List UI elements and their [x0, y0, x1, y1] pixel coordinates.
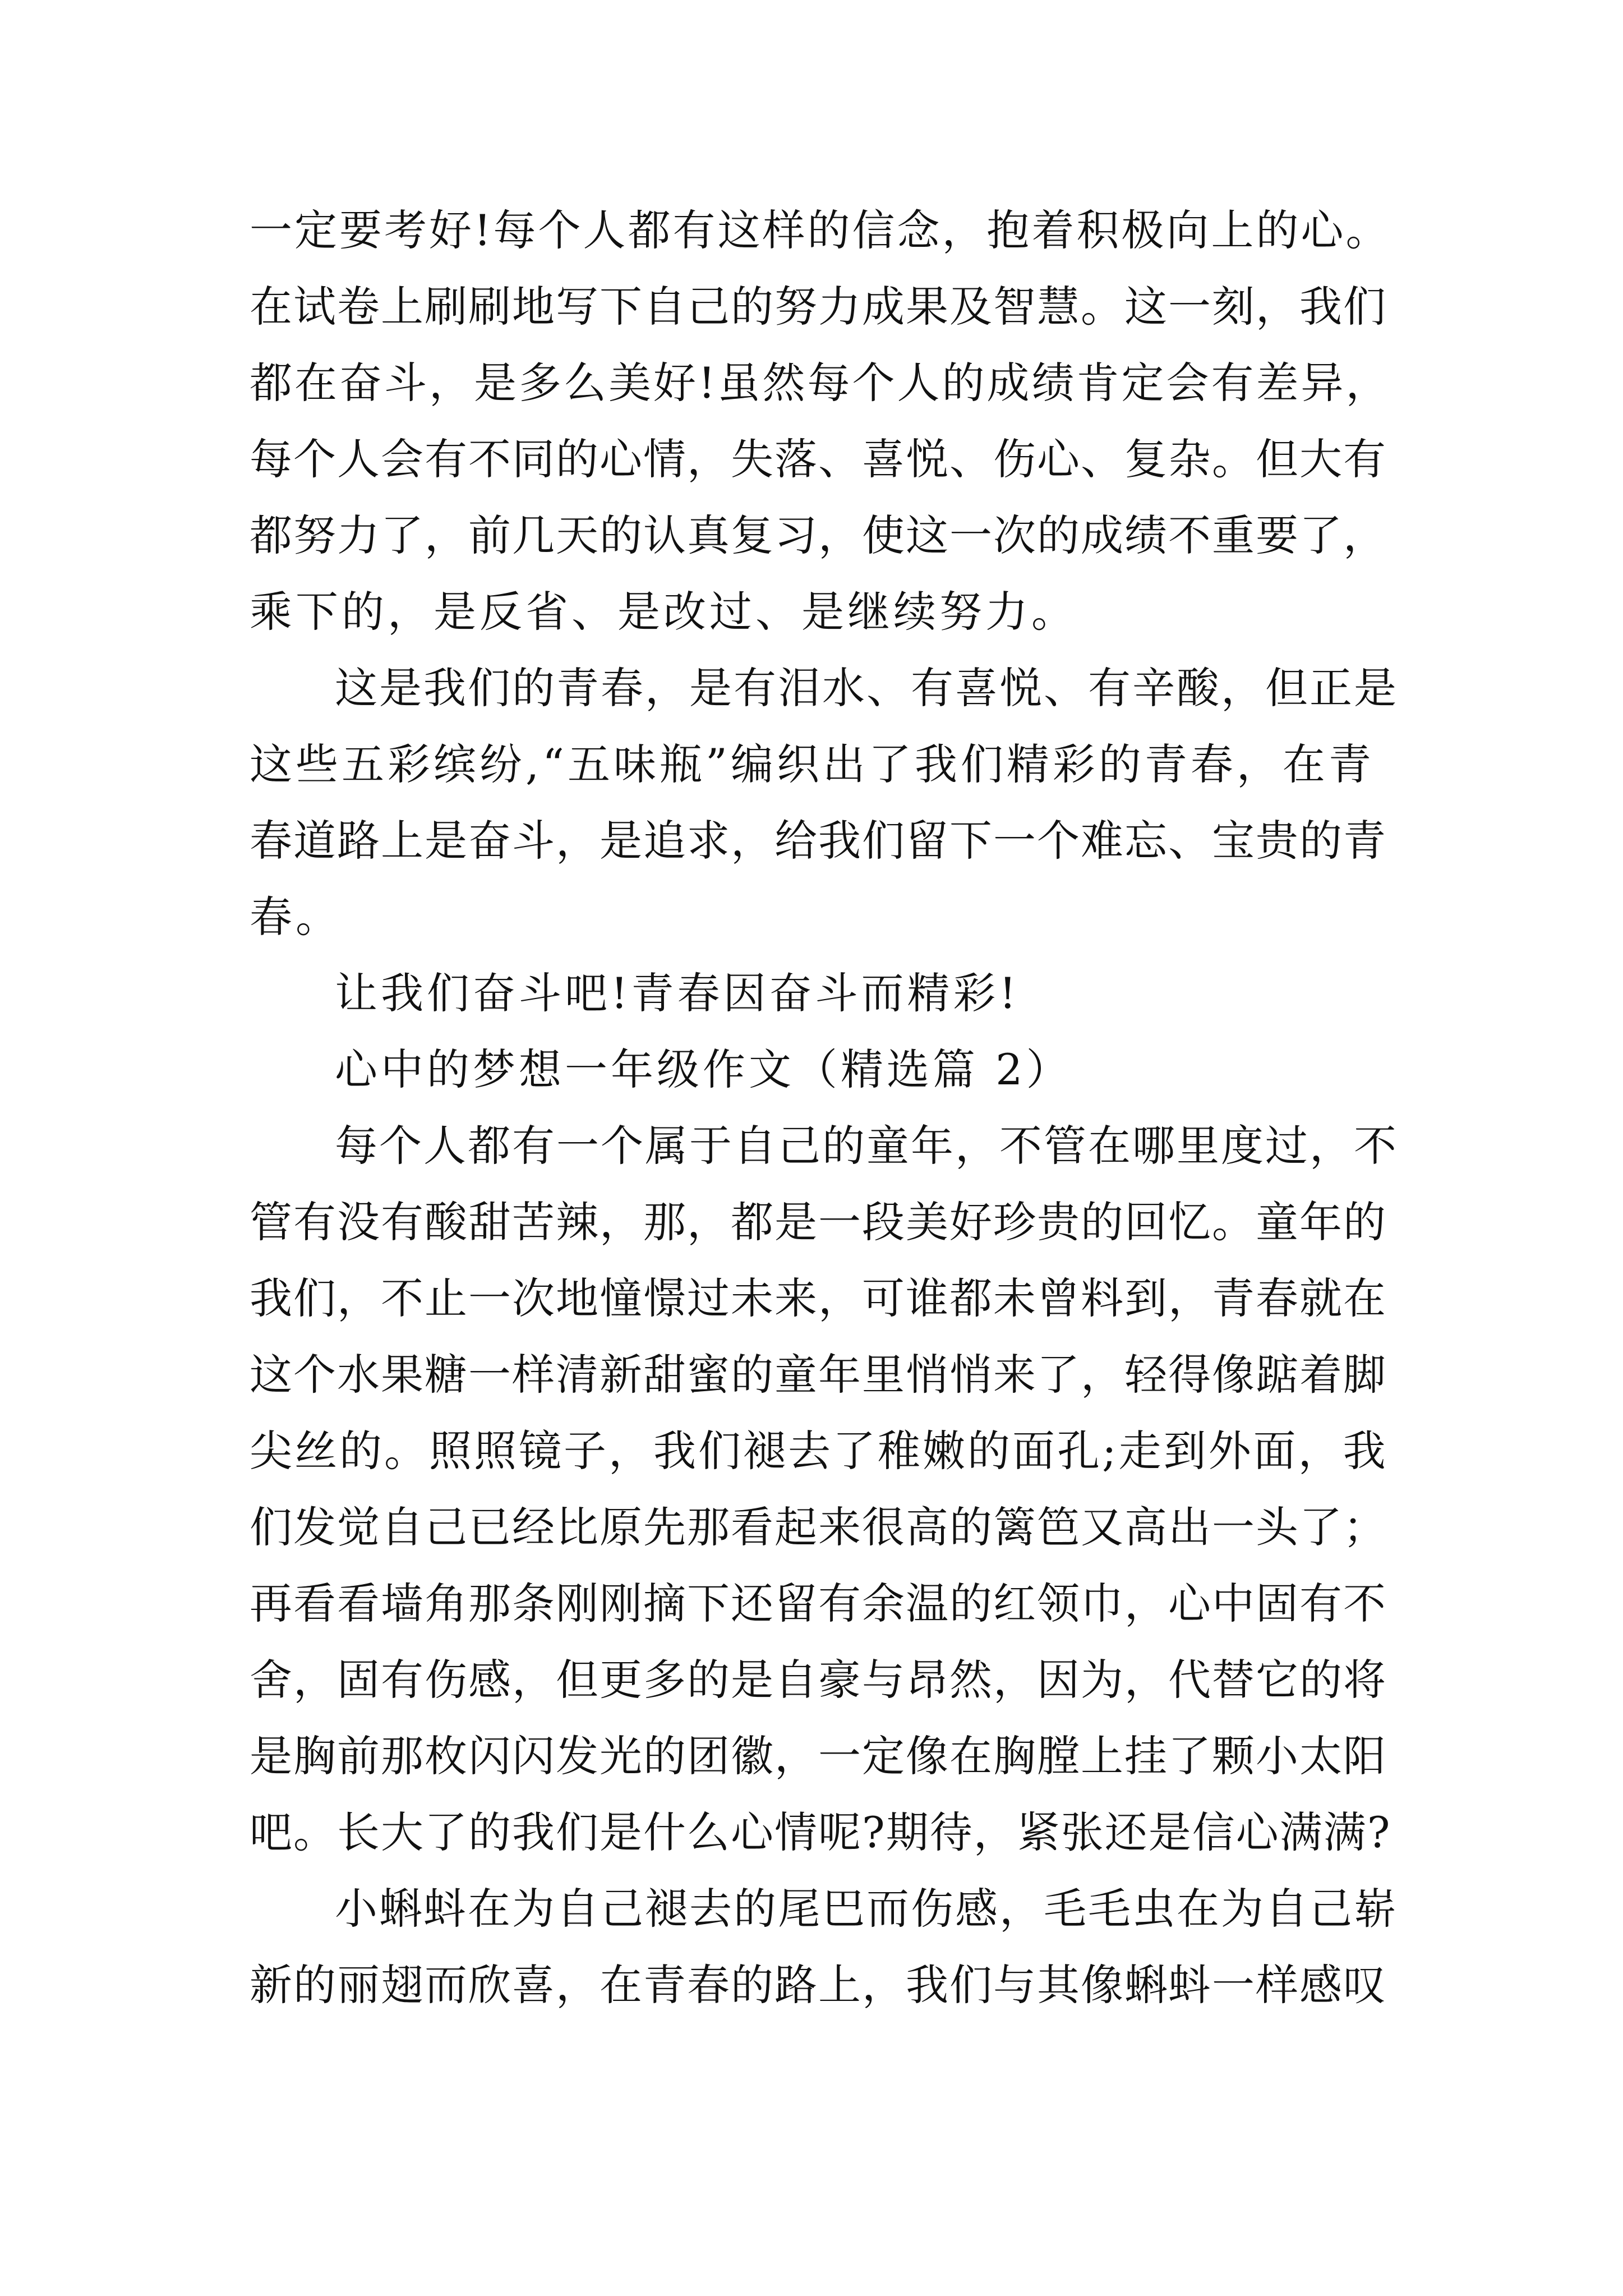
- text-line: 新的丽翅而欣喜，在青春的路上，我们与其像蝌蚪一样感叹: [250, 1960, 1387, 2010]
- text-line: 乘下的，是反省、是改过、是继续努力。: [250, 587, 1077, 637]
- text-line: 春。: [250, 892, 342, 942]
- text-line: 这个水果糖一样清新甜蜜的童年里悄悄来了，轻得像踮着脚: [250, 1350, 1387, 1400]
- paragraph-first-line: 这是我们的青春，是有泪水、有喜悦、有辛酸，但正是: [335, 663, 1398, 713]
- text-line: 舍，固有伤感，但更多的是自豪与昂然，因为，代替它的将: [250, 1655, 1387, 1705]
- paragraph-first-line: 让我们奋斗吧!青春因奋斗而精彩!: [335, 968, 1020, 1018]
- text-line: 春道路上是奋斗，是追求，给我们留下一个难忘、宝贵的青: [250, 816, 1387, 866]
- text-line: 都努力了，前几天的认真复习，使这一次的成绩不重要了，: [250, 510, 1387, 560]
- text-line: 这些五彩缤纷,“五味瓶”编织出了我们精彩的青春，在青: [250, 739, 1375, 789]
- text-line: 吧。长大了的我们是什么心情呢?期待，紧张还是信心满满?: [250, 1807, 1391, 1857]
- text-line: 们发觉自己已经比原先那看起来很高的篱笆又高出一头了；: [250, 1502, 1387, 1552]
- document-body: [250, 192, 1399, 2023]
- text-line: 管有没有酸甜苦辣，那，都是一段美好珍贵的回忆。童年的: [250, 1197, 1387, 1247]
- text-line: 我们，不止一次地憧憬过未来，可谁都未曾料到，青春就在: [250, 1273, 1387, 1323]
- paragraph-first-line: 每个人都有一个属于自己的童年，不管在哪里度过，不: [335, 1121, 1398, 1171]
- text-line: 一定要考好!每个人都有这样的信念，抱着积极向上的心。: [250, 205, 1391, 255]
- text-line: 在试卷上刷刷地写下自己的努力成果及智慧。这一刻，我们: [250, 282, 1387, 332]
- text-line: 尖丝的。照照镜子，我们褪去了稚嫩的面孔;走到外面，我: [250, 1426, 1388, 1476]
- paragraph-first-line: 小蝌蚪在为自己褪去的尾巴而伤感，毛毛虫在为自己崭: [335, 1884, 1398, 1934]
- text-line: 再看看墙角那条刚刚摘下还留有余温的红领巾，心中固有不: [250, 1579, 1387, 1628]
- section-heading: 心中的梦想一年级作文（精选篇 2）: [335, 1045, 1072, 1094]
- text-line: 是胸前那枚闪闪发光的团徽，一定像在胸膛上挂了颗小太阳: [250, 1731, 1387, 1781]
- text-line: 都在奋斗，是多么美好!虽然每个人的成绩肯定会有差异，: [250, 358, 1391, 408]
- text-line: 每个人会有不同的心情，失落、喜悦、伤心、复杂。但大有: [250, 434, 1387, 484]
